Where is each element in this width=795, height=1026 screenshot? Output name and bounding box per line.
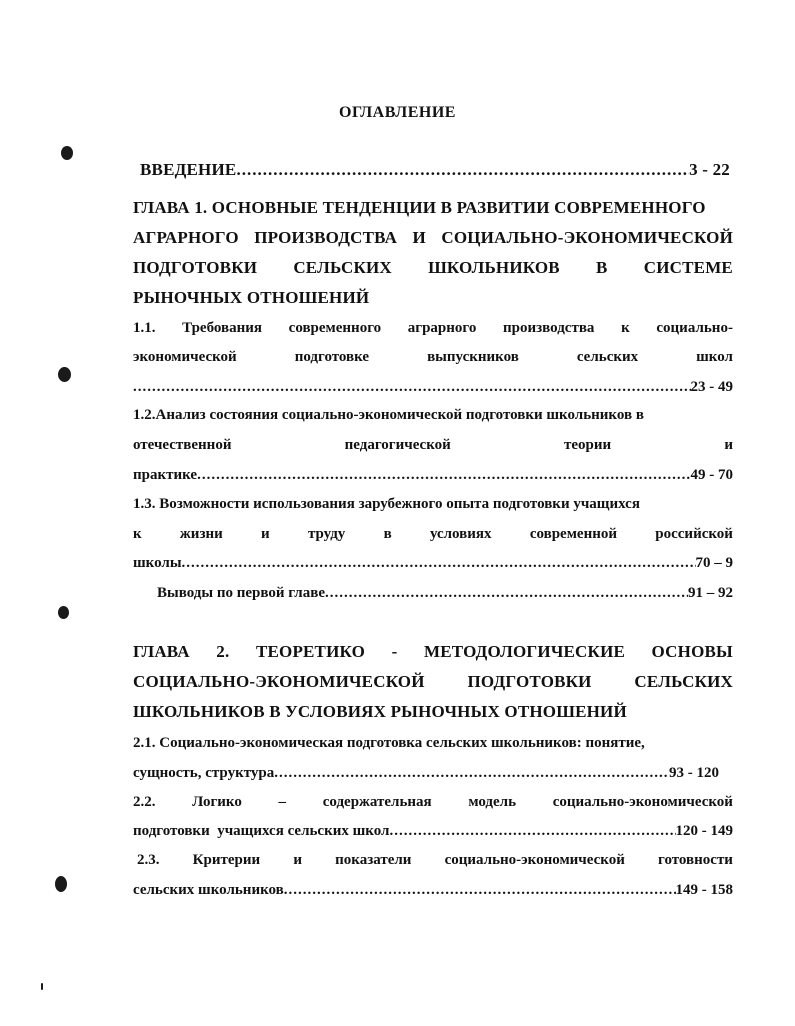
toc-entry-2-1-line1[interactable]: 2.1. Социально-экономическая подготовка сельских школьников: понятие, (133, 735, 645, 751)
entry-pages: 149 - 158 (675, 882, 733, 898)
scan-speck (41, 983, 43, 990)
leader-dots (182, 553, 696, 573)
toc-entry-2-3-line1[interactable]: 2.3. Критерии и показатели социально-экономической готовности (137, 852, 733, 868)
entry-label: ВВЕДЕНИЕ (140, 160, 237, 179)
chapter1-heading-line2: АГРАРНОГО ПРОИЗВОДСТВА И СОЦИАЛЬНО-ЭКОНОМИЧЕСКОЙ (133, 228, 733, 247)
leader-dots (133, 377, 691, 397)
leader-dots (284, 880, 676, 900)
chapter1-heading-line4: РЫНОЧНЫХ ОТНОШЕНИЙ (133, 288, 370, 307)
entry-label: подготовки учащихся сельских школ (133, 823, 390, 839)
toc-entry-1-1-line1[interactable]: 1.1. Требования современного аграрного производства к социально- (133, 320, 733, 336)
chapter2-heading-line1: ГЛАВА 2. ТЕОРЕТИКО - МЕТОДОЛОГИЧЕСКИЕ ОСНОВЫ (133, 642, 733, 661)
toc-entry-1-1-line2[interactable]: экономической подготовке выпускников сельских школ (133, 349, 733, 365)
scan-speck (58, 606, 69, 619)
scan-speck (55, 876, 67, 892)
toc-entry-1-3-line1[interactable]: 1.3. Возможности использования зарубежного опыта подготовки учащихся (133, 496, 640, 512)
entry-pages: 91 – 92 (688, 585, 733, 601)
leader-dots (274, 763, 669, 783)
leader-dots (325, 583, 688, 603)
chapter2-heading-line3: ШКОЛЬНИКОВ В УСЛОВИЯХ РЫНОЧНЫХ ОТНОШЕНИЙ (133, 702, 627, 721)
entry-label: практике (133, 467, 198, 483)
chapter1-heading-line3: ПОДГОТОВКИ СЕЛЬСКИХ ШКОЛЬНИКОВ В СИСТЕМЕ (133, 258, 733, 277)
scan-speck (58, 367, 71, 382)
chapter2-heading-line2: СОЦИАЛЬНО-ЭКОНОМИЧЕСКОЙ ПОДГОТОВКИ СЕЛЬСКИХ (133, 672, 733, 691)
toc-entry-introduction[interactable] (140, 160, 730, 180)
entry-label: школы (133, 555, 182, 571)
leader-dots (236, 160, 689, 180)
entry-label: сельских школьников (133, 882, 284, 898)
toc-entry-2-2-line1[interactable]: 2.2. Логико – содержательная модель социально-экономической (133, 794, 733, 810)
toc-entry-1-3-line3[interactable] (133, 553, 733, 573)
entry-pages: 120 - 149 (675, 823, 733, 839)
leader-dots (389, 821, 675, 841)
chapter1-heading-line1: ГЛАВА 1. ОСНОВНЫЕ ТЕНДЕНЦИИ В РАЗВИТИИ СОВРЕМЕННОГО (133, 198, 706, 217)
toc-entry-2-2-line2[interactable] (133, 821, 733, 841)
scan-speck (61, 146, 73, 160)
entry-label: сущность, структура (133, 765, 275, 781)
toc-entry-2-1-line2[interactable] (133, 763, 719, 783)
entry-pages: 70 – 9 (695, 555, 733, 571)
leader-dots (197, 465, 690, 485)
toc-entry-1-2-line1[interactable]: 1.2.Анализ состояния социально-экономической подготовки школьников в (133, 407, 644, 423)
toc-entry-chapter1-conclusions[interactable] (157, 583, 733, 603)
entry-label: Выводы по первой главе (157, 585, 325, 601)
toc-entry-1-1-pages-line[interactable] (133, 377, 733, 397)
page-title: ОГЛАВЛЕНИЕ (339, 104, 456, 121)
entry-pages: 3 - 22 (689, 160, 730, 179)
toc-entry-1-2-line3[interactable] (133, 465, 733, 485)
entry-pages: 93 - 120 (669, 765, 719, 781)
toc-entry-1-2-line2[interactable]: отечественной педагогической теории и (133, 437, 733, 453)
entry-pages: 23 - 49 (690, 379, 733, 395)
toc-entry-2-3-line2[interactable] (133, 880, 733, 900)
entry-pages: 49 - 70 (690, 467, 733, 483)
toc-entry-1-3-line2[interactable]: к жизни и труду в условиях современной российской (133, 526, 733, 542)
